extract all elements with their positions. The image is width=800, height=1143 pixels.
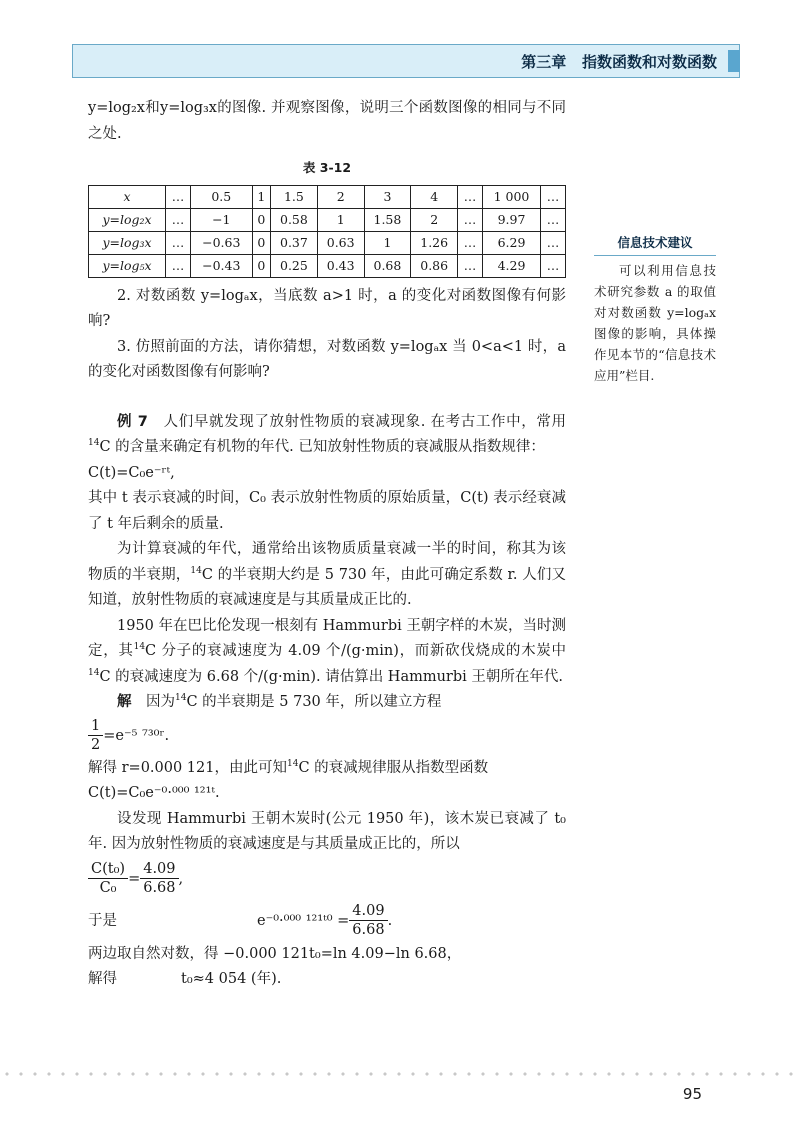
table-cell: −1 (190, 208, 252, 231)
table-row (89, 208, 566, 231)
fraction-rates-2 (349, 902, 387, 939)
example-label: 例 7 (117, 413, 148, 430)
example-paragraph-3 (88, 537, 566, 614)
table-row (89, 185, 566, 208)
ratio-equation (88, 858, 566, 900)
page-number: 95 (682, 1085, 702, 1103)
example-text: C 的含量来确定有机物的年代. 已知放射性物质的衰减服从指数规律： (99, 439, 545, 455)
table-row-header: y=log₅x (89, 254, 166, 277)
table-cell: 9.97 (482, 208, 540, 231)
table-cell: −0.63 (190, 231, 252, 254)
example-paragraph-1 (88, 410, 566, 461)
half-life-equation (88, 716, 566, 756)
equation-end: . (387, 912, 393, 929)
chapter-title (521, 51, 717, 72)
table-cell: … (458, 254, 483, 277)
table-cell: 0.63 (317, 231, 364, 254)
question-3: 3. 仿照前面的方法，请你猜想，对数函数 y=logₐx 当 0<a<1 时，a 的变化对函数图像有何影响? (88, 338, 566, 380)
table-row-header: x (89, 185, 166, 208)
decay-formula: C(t)=C₀e⁻ʳᵗ, (88, 464, 175, 481)
example-paragraph-4 (88, 614, 566, 691)
example-paragraph-2: 其中 t 表示衰减的时间，C₀ 表示放射性物质的原始质量，C(t) 表示经衰减了 t 年后剩余的质量. (88, 490, 566, 532)
intro-text: y=log₂x和y=log₃x的图像. 并观察图像，说明三个函数图像的相同与不同之处. (88, 100, 566, 142)
table-cell: 0.25 (271, 254, 318, 277)
table-cell: 0 (252, 231, 270, 254)
isotope-mass: 14 (88, 667, 100, 678)
table-cell: 0 (252, 208, 270, 231)
table-cell: … (166, 254, 191, 277)
solution-paragraph-4 (88, 900, 566, 942)
isotope-mass: 14 (88, 438, 100, 449)
header-accent-block (728, 50, 740, 72)
isotope-mass: 14 (133, 642, 146, 653)
table-cell: 4 (411, 185, 458, 208)
table-cell: 1 (252, 185, 270, 208)
question-2: 2. 对数函数 y=logₐx，当底数 a>1 时，a 的变化对函数图像有何影响? (88, 287, 566, 329)
solution-paragraph-5: 两边取自然对数，得 −0.000 121t₀=ln 4.09−ln 6.68， (88, 945, 462, 962)
fraction-denominator: 6.68 (143, 880, 176, 896)
example-text: C 的半衰期大约是 5 730 年，由此可确定系数 r. 人们又知道，放射性物质的衰减速度是与其质量成正比的. (88, 566, 566, 608)
table-cell: 1.58 (364, 208, 411, 231)
solution-text: 于是 (88, 912, 117, 929)
fraction-denominator: 6.68 (352, 922, 385, 938)
table-cell: 0.58 (271, 208, 318, 231)
equals-sign: = (128, 870, 141, 887)
table-cell: 6.29 (482, 231, 540, 254)
table-cell: 3 (364, 185, 411, 208)
table-cell: … (166, 231, 191, 254)
solution-text: C 的半衰期是 5 730 年，所以建立方程 (186, 694, 442, 710)
fraction-numerator: C(t₀) (88, 860, 128, 879)
sidebar-divider (594, 255, 716, 256)
fraction-numerator: 4.09 (140, 860, 178, 879)
table-cell: … (458, 185, 483, 208)
solution-paragraph-1 (88, 690, 566, 716)
table-cell: 4.29 (482, 254, 540, 277)
table-cell: … (541, 231, 566, 254)
example-text: 为计算衰减的年代，通常给出该物质质量衰减一半的时间，称其为该物质的半衰期， (88, 541, 566, 583)
chapter-name: 指数函数和对数函数 (581, 53, 717, 71)
main-column (88, 96, 566, 993)
solution-text: 解得 r=0.000 121，由此可知 (88, 759, 287, 776)
table-cell: … (458, 208, 483, 231)
isotope-mass: 14 (190, 565, 202, 576)
footer-dot-rule (0, 1071, 800, 1077)
fraction-numerator: 1 (88, 717, 103, 736)
table-cell: 1 (364, 231, 411, 254)
isotope-mass: 14 (175, 693, 187, 704)
fraction-denominator: 2 (91, 737, 101, 753)
table-row-header: y=log₂x (89, 208, 166, 231)
equation-lhs: e⁻⁰·⁰⁰⁰ ¹²¹ᵗ⁰ = (257, 912, 350, 929)
table-cell: … (541, 208, 566, 231)
solution-text: 解得 (88, 971, 117, 987)
equation-end: , (178, 870, 184, 887)
table-row-header: y=log₃x (89, 231, 166, 254)
solution-paragraph-6 (88, 967, 566, 993)
table-cell: 0.5 (190, 185, 252, 208)
example-text: C 的衰减速度为 6.68 个/(g·min). 请估算出 Hammurbi 王朝所在年代. (99, 668, 563, 685)
table-cell: … (541, 254, 566, 277)
solution-text: C 的衰减规律服从指数型函数 (298, 759, 489, 776)
example-text: 1950 年在巴比伦发现一根刻有 Hammurbi 王朝字样的木炭，当时测定，其 (88, 617, 566, 659)
sidebar-note (594, 232, 716, 386)
example-text: 人们早就发现了放射性物质的衰减现象. 在考古工作中，常用 (163, 413, 567, 430)
sidebar-title: 信息技术建议 (617, 235, 693, 250)
sidebar-body: 可以利用信息技术研究参数 a 的取值对对数函数 y=logₐx 图像的影响，具体操作见本节的“信息技术应用”栏目. (594, 263, 716, 383)
solution-paragraph-2 (88, 756, 566, 782)
table-cell: 1 (317, 208, 364, 231)
log-values-table (88, 185, 566, 278)
fraction-half (88, 717, 103, 754)
table-cell: 0.86 (411, 254, 458, 277)
table-cell: 2 (317, 185, 364, 208)
table-cell: 0.68 (364, 254, 411, 277)
table-cell: … (458, 231, 483, 254)
solution-result: t₀≈4 054 (年). (181, 971, 282, 987)
example-text: C 分子的衰减速度为 4.09 个/(g·min)，而新砍伐烧成的木炭中 (145, 643, 567, 659)
fraction-numerator: 4.09 (349, 902, 387, 921)
table-cell: … (166, 208, 191, 231)
table-cell: 1.5 (271, 185, 318, 208)
equation-rhs: =e⁻⁵ ⁷³⁰ʳ. (103, 727, 170, 744)
table-title: 表 3-12 (302, 160, 352, 175)
decay-law-formula: C(t)=C₀e⁻⁰·⁰⁰⁰ ¹²¹ᵗ. (88, 785, 220, 801)
chapter-number: 第三章 (521, 53, 567, 71)
solution-text: 因为 (146, 694, 175, 710)
fraction-rates (140, 860, 178, 897)
solution-label: 解 (117, 694, 132, 710)
table-cell: 0 (252, 254, 270, 277)
table-cell: 0.37 (271, 231, 318, 254)
isotope-mass: 14 (287, 758, 299, 769)
table-cell: −0.43 (190, 254, 252, 277)
table-cell: 0.43 (317, 254, 364, 277)
solution-paragraph-3: 设发现 Hammurbi 王朝木炭时(公元 1950 年)，该木炭已衰减了 t₀ 年. 因为放射性物质的衰减速度是与其质量成正比的，所以 (88, 810, 566, 852)
table-cell: … (541, 185, 566, 208)
table-cell: 1 000 (482, 185, 540, 208)
table-row (89, 254, 566, 277)
fraction-denominator: C₀ (99, 880, 117, 896)
chapter-header (72, 44, 740, 78)
table-cell: 1.26 (411, 231, 458, 254)
table-row (89, 231, 566, 254)
table-cell: … (166, 185, 191, 208)
table-cell: 2 (411, 208, 458, 231)
fraction-ct-c0 (88, 860, 128, 897)
